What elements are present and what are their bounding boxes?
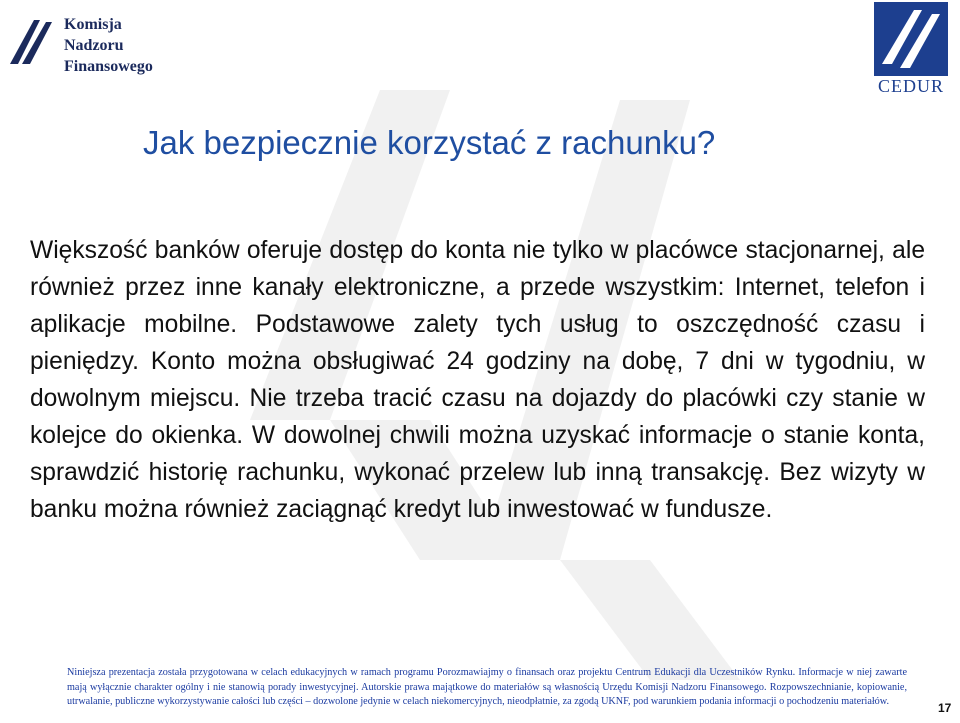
cedur-logo [866, 2, 956, 96]
cedur-emblem [874, 2, 948, 76]
cedur-emblem-icon [874, 2, 948, 76]
knf-logo [0, 4, 170, 84]
knf-logo-line-1: Komisja [64, 16, 122, 33]
slide-body-text: Większość banków oferuje dostęp do konta nie tylko w placówce stacjonarnej, ale również przez inne kanały elektroniczne, a przede wszystkim: Internet, telefon i aplikacje mobilne. Podstawowe zalety tych usług to oszczędność czasu i pieniędzy. Konto można obsługiwać 24 godziny na dobę, 7 dni w tygodniu, w dowolnym miejscu. Nie trzeba tracić czasu na dojazdy do placówki czy stanie w kolejce do okienka. W dowolnej chwili można uzyskać informacje o stanie konta, sprawdzić historię rachunku, wykonać przelew lub inną transakcję. Bez wizyty w banku można również zaciągnąć kredyt lub inwestować w fundusze. [30, 237, 925, 523]
footer-disclaimer: Niniejsza prezentacja została przygotowana w celach edukacyjnych w ramach programu Porozmawiajmy o finansach oraz projektu Centrum Edukacji dla Uczestników Rynku. Informacje w niej zawarte mają wyłącznie charakter ogólny i nie stanowią porady inwestycyjnej. Autorskie prawa majątkowe do materiałów są własnością Urzędu Komisji Nadzoru Finansowego. Rozpowszechnianie, kopiowanie, utrwalanie, publiczne wykorzystywanie całości lub części – dozwolone jedynie w celach niekomercyjnych, nieodpłatnie, za zgodą UKNF, pod warunkiem podania informacji o pochodzeniu materiałów. [67, 667, 907, 707]
page-number: 17 [938, 701, 952, 715]
knf-logo-line-2: Nadzoru [64, 37, 124, 54]
knf-emblem-icon [4, 12, 60, 72]
slide-title: Jak bezpiecznie korzystać z rachunku? [143, 124, 716, 161]
knf-logo-line-3: Finansowego [64, 58, 153, 75]
cedur-wordmark: CEDUR [877, 76, 944, 96]
